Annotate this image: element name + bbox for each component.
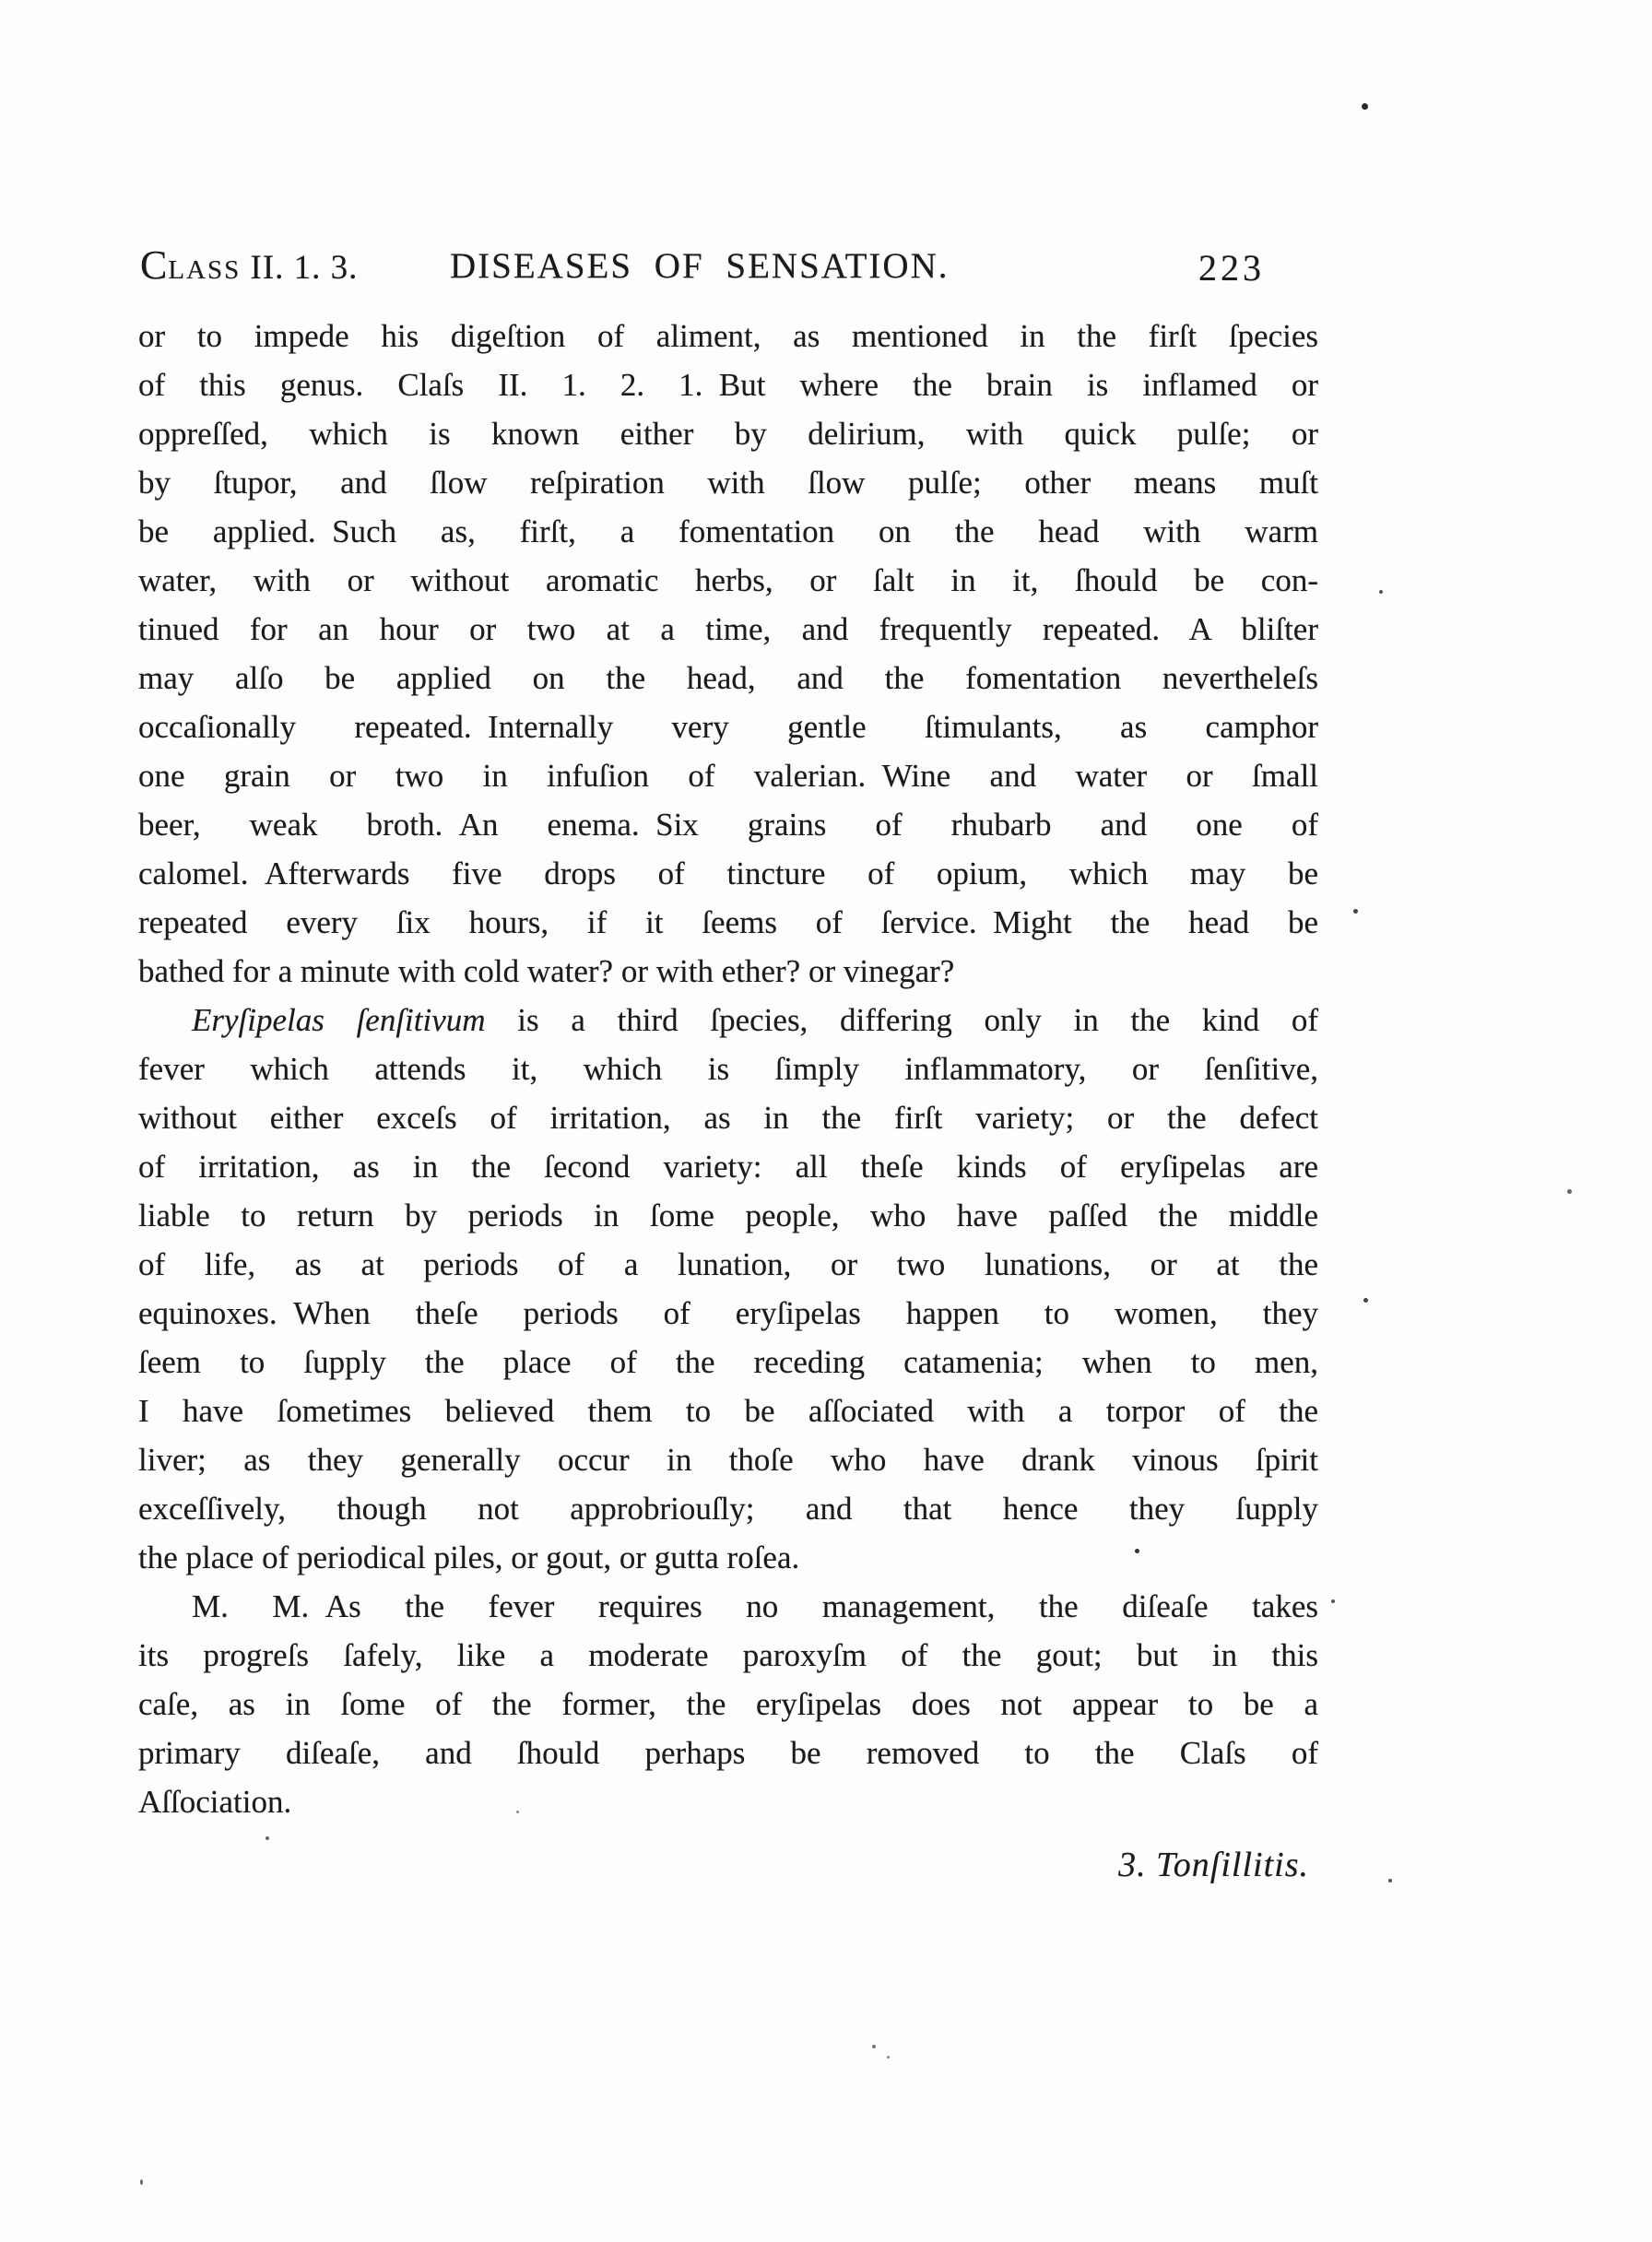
text-line: equinoxes. When theſe periods of eryſipelas happen to women, they	[138, 1295, 1318, 1331]
text-line: bathed for a minute with cold water? or with ether? or vinegar?	[138, 953, 955, 989]
text-line: oppreſſed, which is known either by delirium, with quick pulſe; or	[138, 416, 1318, 452]
text-line: tinued for an hour or two at a time, and frequently repeated. A bliſter	[138, 611, 1318, 647]
text-line: of irritation, as in the ſecond variety: all theſe kinds of eryſipelas are	[138, 1149, 1318, 1185]
scan-speck	[1362, 103, 1368, 110]
scan-speck	[1388, 1879, 1392, 1882]
catchword: 3. Tonſillitis.	[1118, 1846, 1309, 1884]
text-line: of this genus. Claſs II. 1. 2. 1. But where the brain is inflamed or	[138, 367, 1318, 403]
text-line: beer, weak broth. An enema. Six grains of rhubarb and one of	[138, 807, 1318, 843]
class-heading-initial: C	[140, 242, 169, 288]
text-line: caſe, as in ſome of the former, the eryſipelas does not appear to be a	[138, 1686, 1318, 1722]
text-line: without either exceſs of irritation, as in the firſt variety; or the defect	[138, 1100, 1318, 1136]
text-line: its progreſs ſafely, like a moderate paroxyſm of the gout; but in this	[138, 1637, 1318, 1673]
text-line: calomel. Afterwards five drops of tincture of opium, which may be	[138, 856, 1318, 891]
text-line: exceſſively, though not approbriouſly; and that hence they ſupply	[138, 1491, 1318, 1527]
text-line: occaſionally repeated. Internally very gentle ſtimulants, as camphor	[138, 709, 1318, 745]
text-line: ſeem to ſupply the place of the receding catamenia; when to men,	[138, 1344, 1318, 1380]
class-heading-number: II. 1. 3.	[241, 249, 359, 287]
scan-speck	[1353, 909, 1358, 914]
text-line: primary diſeaſe, and ſhould perhaps be removed to the Claſs of	[138, 1735, 1318, 1771]
text-line: the place of periodical piles, or gout, or gutta roſea.	[138, 1540, 800, 1575]
text-line-rest: is a third ſpecies, differing only in the kind of	[485, 1002, 1319, 1038]
running-header	[0, 242, 1652, 297]
text-line: of life, as at periods of a lunation, or two lunations, or at the	[138, 1246, 1318, 1282]
scan-speck	[1567, 1189, 1572, 1194]
text-line: may alſo be applied on the head, and the fomentation nevertheleſs	[138, 660, 1318, 696]
text-line: Aſſociation.	[138, 1784, 292, 1820]
text-line: M. M. As the fever requires no management, the diſeaſe takes	[192, 1588, 1318, 1624]
body-text	[138, 312, 1318, 1826]
running-title: DISEASES OF SENSATION.	[450, 246, 950, 286]
text-line: one grain or two in infuſion of valerian. Wine and water or ſmall	[138, 758, 1318, 794]
text-line: I have ſometimes believed them to be aſſociated with a torpor of the	[138, 1393, 1318, 1429]
scan-speck	[516, 1811, 519, 1813]
scan-speck	[872, 2045, 876, 2048]
class-heading-smallcaps: LASS	[168, 255, 242, 285]
scan-speck	[1331, 1599, 1335, 1603]
scan-speck	[1135, 1549, 1139, 1553]
scan-speck	[1363, 1298, 1368, 1303]
text-line	[138, 996, 1318, 1044]
scan-speck	[887, 2056, 890, 2059]
text-line: liable to return by periods in ſome people, who have paſſed the middle	[138, 1198, 1318, 1233]
scan-speck	[266, 1836, 269, 1840]
species-name-italic: Eryſipelas ſenſitivum	[192, 1002, 486, 1038]
text-line: repeated every ſix hours, if it ſeems of ſervice. Might the head be	[138, 904, 1318, 940]
text-line: by ſtupor, and ſlow reſpiration with ſlow pulſe; other means muſt	[138, 465, 1318, 501]
text-line: or to impede his digeſtion of aliment, as mentioned in the firſt ſpecies	[138, 318, 1318, 354]
text-line: fever which attends it, which is ſimply inflammatory, or ſenſitive,	[138, 1051, 1318, 1087]
text-line: water, with or without aromatic herbs, or ſalt in it, ſhould be con-	[138, 562, 1318, 598]
scan-speck	[1379, 590, 1383, 594]
text-line: be applied. Such as, firſt, a fomentation on the head with warm	[138, 513, 1318, 549]
class-heading	[140, 242, 358, 294]
scan-speck	[140, 2179, 143, 2185]
text-line: liver; as they generally occur in thoſe who have drank vinous ſpirit	[138, 1442, 1318, 1478]
page-number: 223	[1198, 247, 1265, 289]
